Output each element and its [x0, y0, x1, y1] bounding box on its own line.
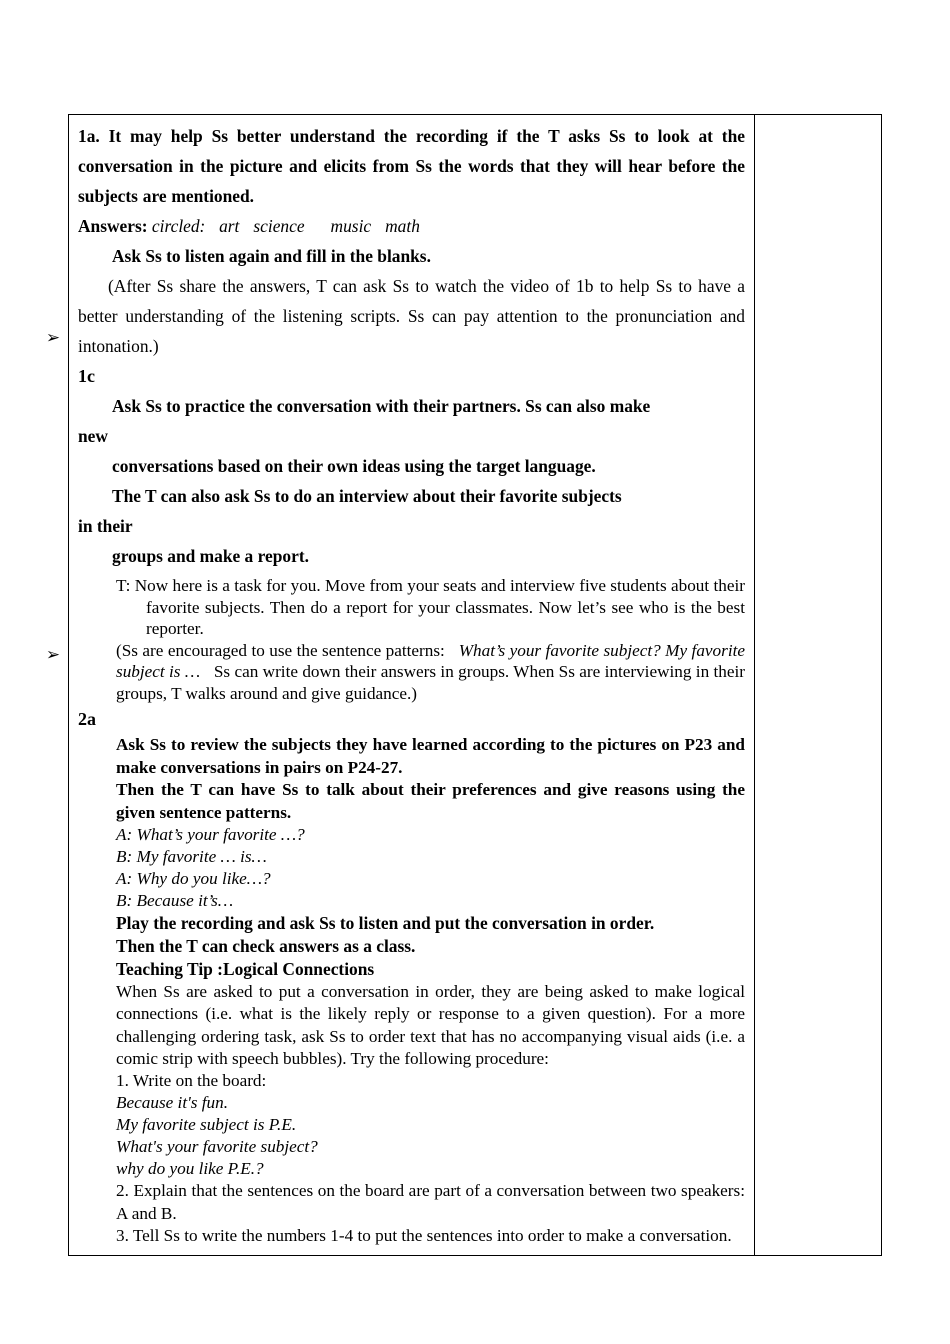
board-line-1: Because it's fun. [116, 1093, 229, 1113]
paragraph-1a-lead: 1a. It may help Ss better understand the recording if the T asks Ss to look at the conversation in the picture and elicits from Ss the words that they will hear before the subjects are mentioned. [78, 126, 745, 206]
paragraph-after-note: (After Ss share the answers, T can ask Ss to watch the video of 1b to help Ss to have a better understanding of the listening scripts. Ss can pay attention to the pronunciation and intonation.) [78, 276, 745, 356]
table-cell-main-content [69, 115, 755, 1255]
pattern-line-a-question: A: What’s your favorite …? [116, 825, 305, 844]
answer-item-math: math [385, 216, 420, 236]
paragraph-1c-line-1: Ask Ss to practice the conversation with their partners. Ss can also make [112, 396, 651, 416]
section-label-2a: 2a [78, 709, 96, 729]
paragraph-1c-line-2: new [78, 426, 108, 446]
teaching-tip-heading: Teaching Tip :Logical Connections [116, 959, 375, 979]
procedure-step-1: 1. Write on the board: [116, 1071, 267, 1091]
answer-item-music: music [330, 216, 372, 236]
note-italic-1: What’s your favorite subject? [458, 640, 661, 660]
paragraph-1c-line-4: The T can also ask Ss to do an interview about their favorite subjects [112, 486, 622, 506]
bullet-arrow-2a: ➢ [45, 645, 61, 665]
answer-item-art: art [219, 216, 240, 236]
table-cell-side-notes [755, 115, 881, 1255]
note-plain-2: Ss can write down their answers in groups. When Ss are interviewing in their groups, T walks around and give guidance.) [116, 662, 746, 703]
note-plain-1: (Ss are encouraged to use the sentence patterns: [116, 640, 445, 660]
answers-label: Answers: [78, 216, 148, 236]
answers-line [78, 211, 745, 241]
paragraph-1c-line-3: conversations based on their own ideas using the target language. [112, 456, 596, 476]
paragraph-2a-bold-2: Then the T can have Ss to talk about their preferences and give reasons using the given sentence patterns. [116, 780, 745, 822]
note-italic-2: My favorite subject is … [116, 640, 746, 681]
paragraph-note-patterns [78, 640, 745, 705]
procedure-step-2: 2. Explain that the sentences on the board are part of a conversation between two speakers: A and B. [116, 1181, 745, 1223]
bullet-arrow-1c: ➢ [45, 328, 61, 348]
paragraph-1c-line-6: groups and make a report. [112, 546, 309, 566]
answer-item-science: science [253, 216, 305, 236]
teaching-tip-body: When Ss are asked to put a conversation in order, they are being asked to make logical connections (i.e. what is the likely reply or response to a given question). For a more challenging ordering task, ask Ss to order text that has no accompanying visual aids (i.e. a comic strip with speech bubbles). Try the following procedure: [116, 982, 745, 1068]
paragraph-2a-bold-1: Ask Ss to review the subjects they have learned according to the pictures on P23 and make conversations in pairs on P24-27. [116, 735, 745, 777]
lesson-plan-table [68, 114, 882, 1256]
section-label-1c: 1c [78, 366, 95, 386]
pattern-line-b-because: B: Because it’s… [116, 891, 234, 910]
board-line-2: My favorite subject is P.E. [116, 1115, 297, 1135]
paragraph-2a-bold-4: Then the T can check answers as a class. [116, 936, 416, 956]
paragraph-teacher-dialogue: T: Now here is a task for you. Move from your seats and interview five students about their favorite subjects. Then do a report for your classmates. Now let’s see who is the best reporter. [116, 576, 745, 638]
procedure-step-3: 3. Tell Ss to write the numbers 1-4 to put the sentences into order to make a conversation. [116, 1226, 732, 1246]
board-line-4: why do you like P.E.? [116, 1159, 264, 1179]
board-line-3: What's your favorite subject? [116, 1137, 318, 1157]
paragraph-ask-blanks: Ask Ss to listen again and fill in the blanks. [112, 246, 431, 266]
pattern-line-b-answer: B: My favorite … is… [116, 847, 267, 866]
answers-prefix: circled: [151, 216, 206, 236]
paragraph-1c-line-5: in their [78, 516, 133, 536]
paragraph-2a-bold-3: Play the recording and ask Ss to listen and put the conversation in order. [116, 913, 655, 933]
pattern-line-a-why: A: Why do you like…? [116, 869, 271, 888]
